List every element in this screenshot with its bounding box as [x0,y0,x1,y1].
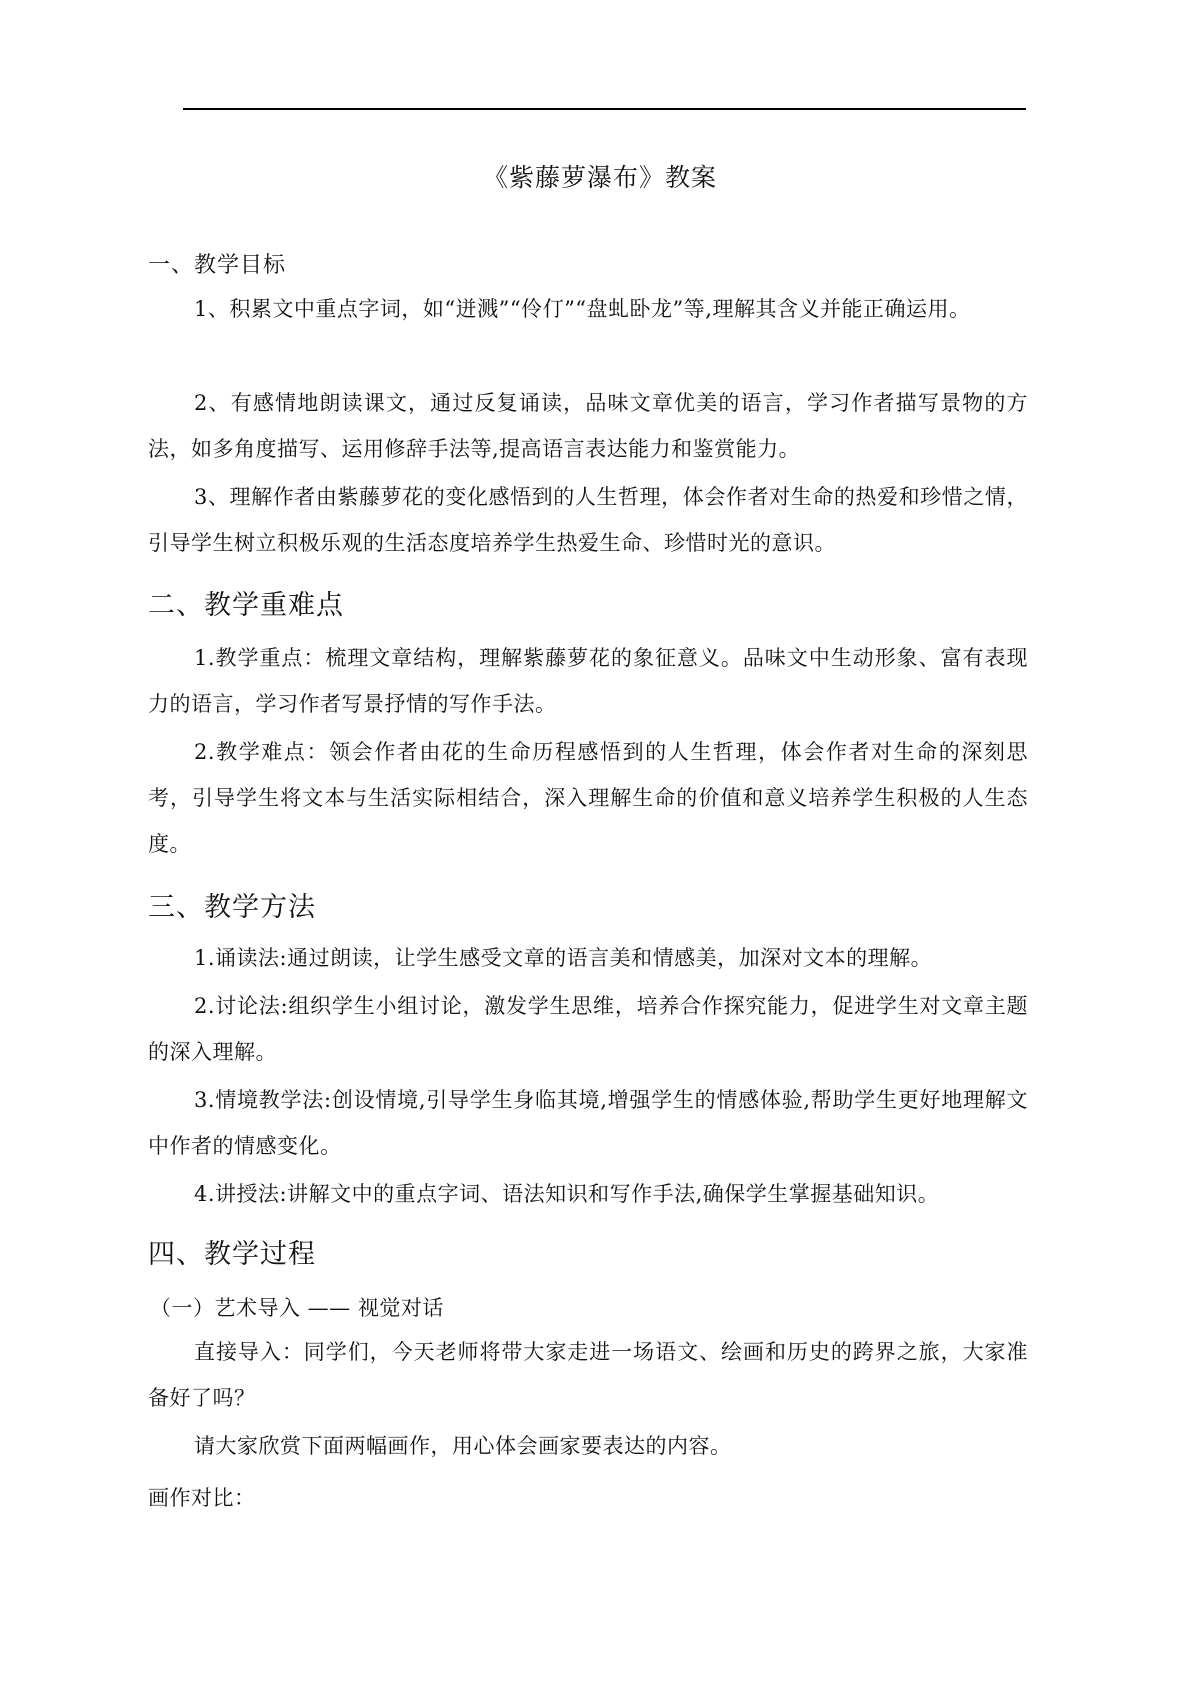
objective-item: 3、理解作者由紫藤萝花的变化感悟到的人生哲理，体会作者对生命的热爱和珍惜之情，引导学生树立积极乐观的生活态度培养学生热爱生命、珍惜时光的意识。 [148,485,1028,555]
document-title: 《紫藤萝瀑布》教案 [482,163,717,192]
key-point-item: 1.教学重点：梳理文章结构，理解紫藤萝花的象征意义。品味文中生动形象、富有表现力的语言，学习作者写景抒情的写作手法。 [148,646,1028,716]
process-paragraph: 请大家欣赏下面两幅画作，用心体会画家要表达的内容。 [194,1434,732,1458]
header-rule [183,108,1026,110]
section-heading-objectives: 一、教学目标 [148,253,287,278]
method-item: 2.讨论法:组织学生小组讨论，激发学生思维，培养合作探究能力，促进学生对文章主题的深入理解。 [148,994,1028,1064]
painting-comparison-label: 画作对比： [148,1486,256,1510]
key-point-item: 2.教学难点：领会作者由花的生命历程感悟到的人生哲理，体会作者对生命的深刻思考，引导学生将文本与生活实际相结合，深入理解生命的价值和意义培养学生积极的人生态度。 [148,740,1028,856]
objective-item: 1、积累文中重点字词，如“迸溅”“伶仃”“盘虬卧龙”等,理解其含义并能正确运用。 [194,297,971,321]
sub-heading-art-intro: （一）艺术导入 —— 视觉对话 [150,1296,444,1320]
objective-item: 2、有感情地朗读课文，通过反复诵读，品味文章优美的语言，学习作者描写景物的方法，如多角度描写、运用修辞手法等,提高语言表达能力和鉴赏能力。 [148,391,1028,461]
process-paragraph: 直接导入：同学们，今天老师将带大家走进一场语文、绘画和历史的跨界之旅，大家准备好了吗？ [148,1340,1028,1410]
section-heading-methods: 三、教学方法 [148,892,316,923]
method-item: 1.诵读法:通过朗读，让学生感受文章的语言美和情感美，加深对文本的理解。 [194,946,933,970]
section-heading-key-points: 二、教学重难点 [148,590,344,621]
method-item: 4.讲授法:讲解文中的重点字词、语法知识和写作手法,确保学生掌握基础知识。 [194,1182,940,1206]
method-item: 3.情境教学法:创设情境,引导学生身临其境,增强学生的情感体验,帮助学生更好地理解文中作者的情感变化。 [148,1088,1028,1158]
section-heading-process: 四、教学过程 [148,1239,316,1270]
